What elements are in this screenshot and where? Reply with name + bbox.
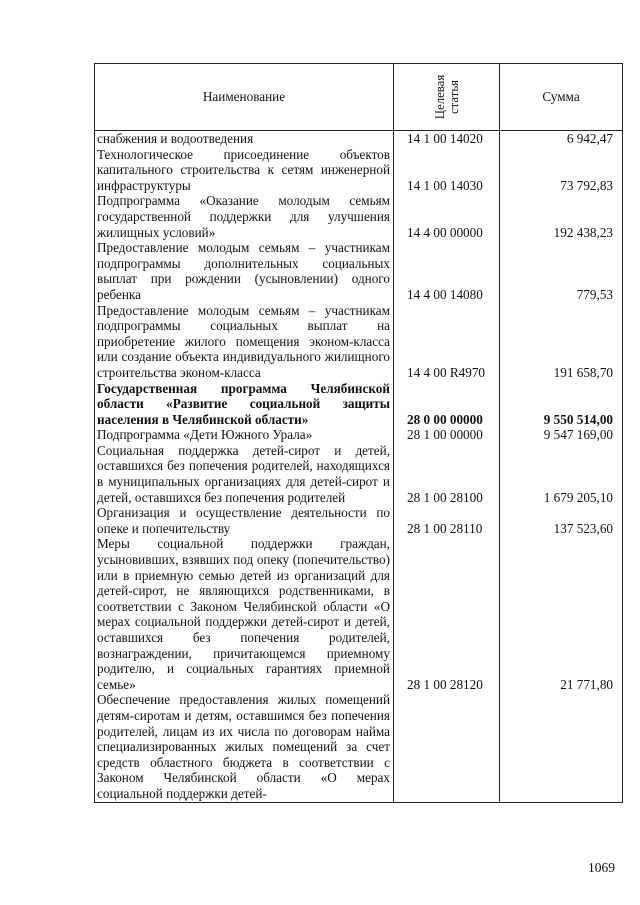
row-name: снабжения и водоотведения — [95, 131, 394, 147]
row-name: Социальная поддержка детей-сирот и детей, оставшихся без попечения родителей, находящихся в муниципальных организациях для детей-сирот и детей, оставшихся без попечения родителей — [95, 443, 394, 505]
row-sum: 779,53 — [500, 240, 623, 302]
row-code: 14 4 00 R4970 — [394, 303, 500, 381]
table-row — [95, 505, 623, 536]
header-name: Наименование — [95, 64, 394, 131]
row-code: 14 4 00 14080 — [394, 240, 500, 302]
row-sum: 21 771,80 — [500, 536, 623, 692]
row-code: 28 1 00 00000 — [394, 427, 500, 443]
header-code-line1: Целевая — [432, 74, 447, 120]
budget-table — [94, 63, 623, 803]
row-sum: 191 658,70 — [500, 303, 623, 381]
table-row — [95, 240, 623, 302]
row-code: 14 1 00 14020 — [394, 131, 500, 147]
table-row — [95, 443, 623, 505]
header-sum: Сумма — [500, 64, 623, 131]
header-code-line2: статья — [446, 79, 461, 115]
row-sum: 9 547 169,00 — [500, 427, 623, 443]
row-code: 28 1 00 28120 — [394, 536, 500, 692]
row-name: Подпрограмма «Дети Южного Урала» — [95, 427, 394, 443]
table-row — [95, 692, 623, 802]
row-code: 14 1 00 14030 — [394, 147, 500, 194]
row-name: Государственная программа Челябинской области «Развитие социальной защиты населения в Челябинской области» — [95, 381, 394, 428]
table-row — [95, 303, 623, 381]
row-sum: 9 550 514,00 — [500, 381, 623, 428]
row-name: Технологическое присоединение объектов капитального строительства к сетям инженерной инфраструктуры — [95, 147, 394, 194]
row-sum: 6 942,47 — [500, 131, 623, 147]
row-name: Подпрограмма «Оказание молодым семьям государственной поддержки для улучшения жилищных условий» — [95, 193, 394, 240]
table-row — [95, 427, 623, 443]
row-name: Обеспечение предоставления жилых помещений детям-сиротам и детям, оставшимся без попечения родителей, лицам из их числа по договорам найма специализированных жилых помещений за счет средств областного бюджета в соответствии с Законом Челябинской области «О мерах социальной поддержки детей- — [95, 692, 394, 802]
row-code: 14 4 00 00000 — [394, 193, 500, 240]
row-code — [394, 692, 500, 802]
table-row — [95, 536, 623, 692]
row-code: 28 1 00 28100 — [394, 443, 500, 505]
row-name: Предоставление молодым семьям – участникам подпрограммы дополнительных социальных выплат при рождении (усыновлении) одного ребенка — [95, 240, 394, 302]
row-name: Предоставление молодым семьям – участникам подпрограммы социальных выплат на приобретение жилого помещения эконом-класса или создание объекта индивидуального жилищного строительства эконом-класса — [95, 303, 394, 381]
row-name: Меры социальной поддержки граждан, усыновивших, взявших под опеку (попечительство) или в приемную семью детей из организаций для детей-сирот, не являющихся родственниками, в соответствии с Законом Челябинской области «О мерах социальной поддержки детей-сирот и детей, оставшихся без попечения родителей, вознаграждении, причитающемся приемному родителю, и социальных гарантиях приемной семье» — [95, 536, 394, 692]
table-row — [95, 193, 623, 240]
page-number: 1069 — [588, 860, 615, 875]
row-code: 28 1 00 28110 — [394, 505, 500, 536]
row-sum: 137 523,60 — [500, 505, 623, 536]
table-row — [95, 131, 623, 147]
table-row — [95, 147, 623, 194]
header-target-article — [394, 64, 500, 131]
row-sum: 1 679 205,10 — [500, 443, 623, 505]
row-sum: 73 792,83 — [500, 147, 623, 194]
table-header-row — [95, 64, 623, 131]
row-code: 28 0 00 00000 — [394, 381, 500, 428]
row-name: Организация и осуществление деятельности по опеке и попечительству — [95, 505, 394, 536]
table-row-program — [95, 381, 623, 428]
row-sum: 192 438,23 — [500, 193, 623, 240]
row-sum — [500, 692, 623, 802]
